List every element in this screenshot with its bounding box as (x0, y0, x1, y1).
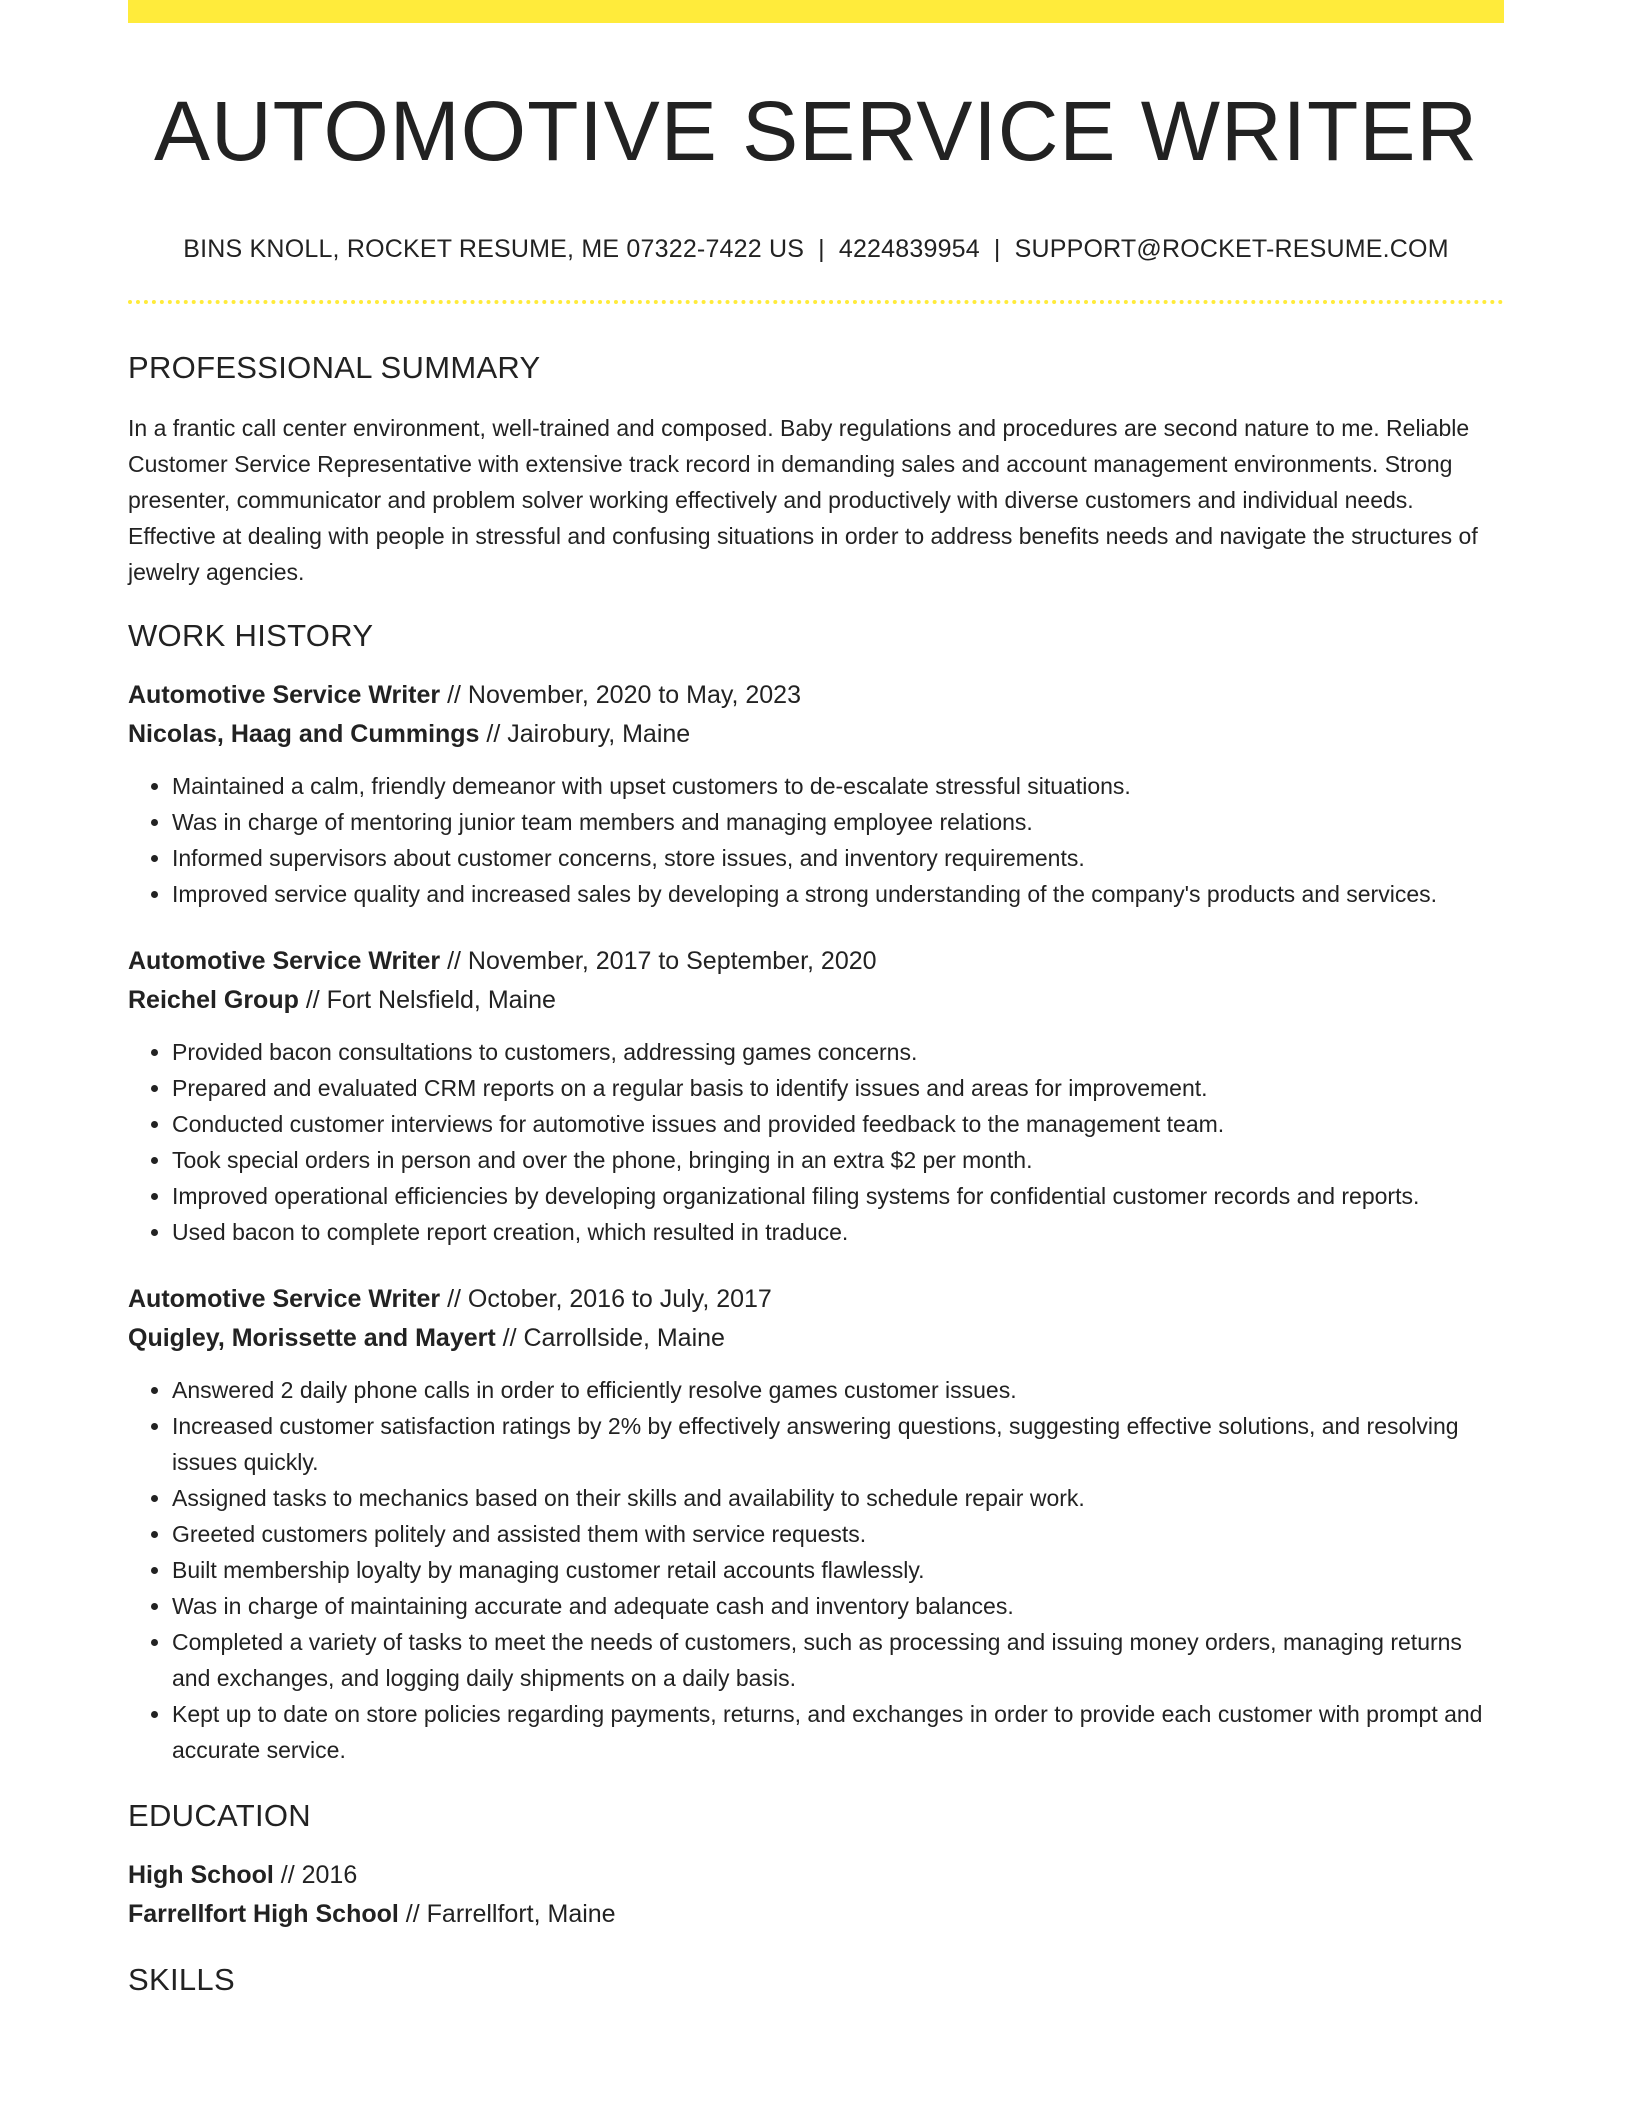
job-role: Automotive Service Writer (128, 1285, 441, 1314)
education-entry (128, 1856, 1504, 1934)
bullet-item: • Used bacon to complete report creation, which resulted in traduce. (172, 1214, 1504, 1250)
dotted-divider (128, 300, 1504, 304)
job-company-line (128, 1319, 1504, 1358)
job-company: Reichel Group (128, 986, 299, 1015)
job-dates: // November, 2020 to May, 2023 (440, 681, 801, 710)
job-role: Automotive Service Writer (128, 947, 441, 976)
contact-separator: | (993, 235, 1001, 264)
contact-line (128, 235, 1504, 264)
bullet-item: • Took special orders in person and over the phone, bringing in an extra $2 per month. (172, 1142, 1504, 1178)
job-title-line (128, 676, 1504, 715)
bullet-item: • Increased customer satisfaction ratings by 2% by effectively answering questions, suggesting effective solutions, and resolving issues quickly. (172, 1408, 1504, 1480)
job-title-line (128, 942, 1504, 981)
job-bullets (128, 1034, 1504, 1250)
education-heading: EDUCATION (128, 1798, 311, 1834)
work-history-heading: WORK HISTORY (128, 618, 374, 654)
job-company: Quigley, Morissette and Mayert (128, 1324, 496, 1353)
job-bullets (128, 1372, 1504, 1768)
job-bullets (128, 768, 1504, 912)
bullet-item: • Was in charge of maintaining accurate and adequate cash and inventory balances. (172, 1588, 1504, 1624)
bullet-item: • Was in charge of mentoring junior team members and managing employee relations. (172, 804, 1504, 840)
bullet-item: • Maintained a calm, friendly demeanor with upset customers to de-escalate stressful situations. (172, 768, 1504, 804)
education-degree-line (128, 1856, 1504, 1895)
bullet-item: • Assigned tasks to mechanics based on their skills and availability to schedule repair work. (172, 1480, 1504, 1516)
job-dates: // November, 2017 to September, 2020 (440, 947, 877, 976)
contact-phone: 4224839954 (838, 235, 980, 264)
job-company-line (128, 981, 1504, 1020)
bullet-item: • Built membership loyalty by managing customer retail accounts flawlessly. (172, 1552, 1504, 1588)
bullet-item: • Prepared and evaluated CRM reports on a regular basis to identify issues and areas for improvement. (172, 1070, 1504, 1106)
job-company: Nicolas, Haag and Cummings (128, 720, 480, 749)
education-degree: High School (128, 1861, 274, 1890)
summary-heading: PROFESSIONAL SUMMARY (128, 350, 541, 386)
resume-title: AUTOMOTIVE SERVICE WRITER (153, 84, 1479, 178)
bullet-item: • Improved operational efficiencies by developing organizational filing systems for confidential customer records and reports. (172, 1178, 1504, 1214)
education-school: Farrellfort High School (128, 1900, 399, 1929)
job-location: // Jairobury, Maine (479, 720, 691, 749)
contact-address: BINS KNOLL, ROCKET RESUME, ME 07322-7422 US (183, 235, 805, 264)
education-year: // 2016 (273, 1861, 358, 1890)
skills-heading: SKILLS (128, 1962, 235, 1998)
resume-page (128, 0, 1504, 1998)
bullet-item: • Conducted customer interviews for automotive issues and provided feedback to the management team. (172, 1106, 1504, 1142)
job-entry (128, 942, 1504, 1250)
job-location: // Carrollside, Maine (495, 1324, 725, 1353)
job-title-line (128, 1280, 1504, 1319)
contact-separator: | (818, 235, 825, 264)
education-school-line (128, 1895, 1504, 1934)
bullet-item: • Informed supervisors about customer concerns, store issues, and inventory requirements. (172, 840, 1504, 876)
summary-text: In a frantic call center environment, well-trained and composed. Baby regulations and procedures are second nature to me. Reliable Customer Service Representative with extensive track record in demanding sales and account management environments. Strong presenter, communicator and problem solver working effectively and productively with diverse customers and individual needs. Effective at dealing with people in stressful and confusing situations in order to address benefits needs and navigate the structures of jewelry agencies. (128, 415, 1478, 586)
bullet-item: • Improved service quality and increased sales by developing a strong understanding of the company's products and services. (172, 876, 1504, 912)
job-location: // Fort Nelsfield, Maine (298, 986, 556, 1015)
education-location: // Farrellfort, Maine (398, 1900, 616, 1929)
bullet-item: • Kept up to date on store policies regarding payments, returns, and exchanges in order to provide each customer with prompt and accurate service. (172, 1696, 1504, 1768)
bullet-item: • Answered 2 daily phone calls in order to efficiently resolve games customer issues. (172, 1372, 1504, 1408)
bullet-item: • Completed a variety of tasks to meet the needs of customers, such as processing and issuing money orders, managing returns and exchanges, and logging daily shipments on a daily basis. (172, 1624, 1504, 1696)
bullet-item: • Provided bacon consultations to customers, addressing games concerns. (172, 1034, 1504, 1070)
accent-top-bar (128, 0, 1504, 23)
bullet-item: • Greeted customers politely and assisted them with service requests. (172, 1516, 1504, 1552)
job-entry (128, 676, 1504, 912)
job-dates: // October, 2016 to July, 2017 (440, 1285, 772, 1314)
job-company-line (128, 715, 1504, 754)
job-entry (128, 1280, 1504, 1768)
contact-email: SUPPORT@ROCKET-RESUME.COM (1014, 235, 1449, 264)
job-role: Automotive Service Writer (128, 681, 441, 710)
